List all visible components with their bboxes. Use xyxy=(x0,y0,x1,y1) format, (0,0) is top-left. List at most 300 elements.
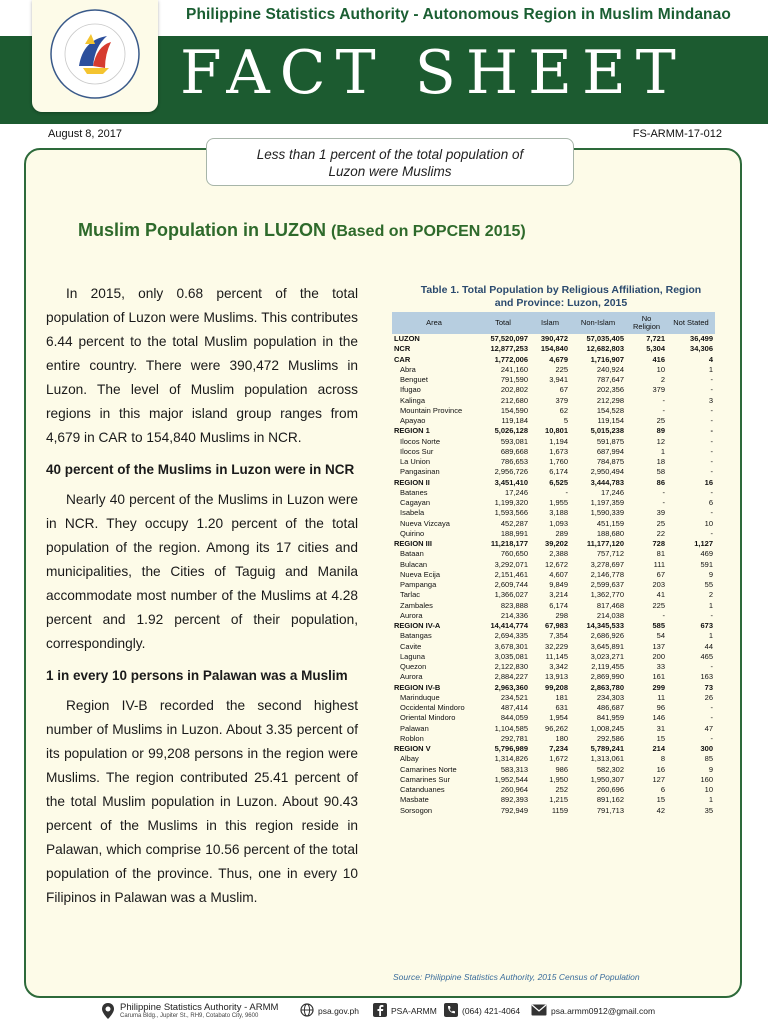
cell-total: 593,081 xyxy=(500,436,528,446)
cell-area: Aurora xyxy=(400,672,423,682)
table-row-province xyxy=(392,508,715,518)
cell-not-stated: 4 xyxy=(708,354,713,364)
logo xyxy=(32,0,158,112)
cell-not-stated: 73 xyxy=(704,682,713,692)
cell-area: Sorsogon xyxy=(400,805,433,815)
cell-total: 792,949 xyxy=(500,805,528,815)
cell-islam: 6,525 xyxy=(549,477,568,487)
table-row-province xyxy=(392,365,715,375)
cell-islam: - xyxy=(565,487,568,497)
cell-area: Ilocos Sur xyxy=(400,446,434,456)
cell-non-islam: 119,154 xyxy=(597,416,624,426)
footer-phone: (064) 421-4064 xyxy=(462,1006,521,1016)
cell-total: 1,593,566 xyxy=(494,508,528,518)
cell-not-stated: 1,127 xyxy=(694,539,713,549)
table-row-region xyxy=(392,478,715,488)
cell-total: 583,313 xyxy=(500,764,528,774)
cell-not-stated: - xyxy=(710,713,713,723)
table-row-province xyxy=(392,416,715,426)
cell-no-religion: 96 xyxy=(656,703,665,713)
cell-no-religion: 379 xyxy=(652,385,665,395)
cell-islam: 12,672 xyxy=(545,559,568,569)
cell-non-islam: 791,713 xyxy=(596,805,624,815)
cell-islam: 1,215 xyxy=(549,795,568,805)
cell-area: Tarlac xyxy=(400,590,421,600)
cell-no-religion: 200 xyxy=(652,651,665,661)
cell-no-religion: 31 xyxy=(656,723,665,733)
table-title-line-2: and Province: Luzon, 2015 xyxy=(494,297,628,309)
cell-no-religion: 728 xyxy=(652,539,665,549)
cell-total: 452,287 xyxy=(500,518,528,528)
cell-islam: 631 xyxy=(555,703,568,713)
phone-icon xyxy=(444,1003,458,1017)
cell-non-islam: 2,950,494 xyxy=(590,467,624,477)
cell-no-religion: 33 xyxy=(656,662,665,672)
cell-total: 487,414 xyxy=(500,703,528,713)
cell-no-religion: 12 xyxy=(656,436,665,446)
cell-not-stated: 1 xyxy=(708,364,713,374)
cell-islam: 154,840 xyxy=(540,344,568,354)
cell-no-religion: 25 xyxy=(656,518,665,528)
cell-non-islam: 1,716,907 xyxy=(590,354,624,364)
location-pin-icon xyxy=(100,1002,116,1020)
cell-not-stated: 300 xyxy=(700,744,713,754)
cell-non-islam: 154,528 xyxy=(596,405,624,415)
cell-total: 3,292,071 xyxy=(494,559,528,569)
cell-not-stated: 465 xyxy=(700,651,713,661)
col-header-total: Total xyxy=(476,312,530,334)
cell-no-religion: 137 xyxy=(652,641,665,651)
cell-not-stated: - xyxy=(710,662,713,672)
cell-area: Aurora xyxy=(400,610,423,620)
cell-non-islam: 202,356 xyxy=(596,385,624,395)
cell-total: 2,884,227 xyxy=(494,672,528,682)
cell-area: La Union xyxy=(400,457,431,467)
cell-area: Bulacan xyxy=(400,559,428,569)
cell-area: Quirino xyxy=(400,528,425,538)
cell-no-religion: - xyxy=(662,610,665,620)
cell-total: 3,451,410 xyxy=(494,477,528,487)
cell-total: 1,314,826 xyxy=(494,754,528,764)
cell-not-stated: 55 xyxy=(704,580,713,590)
cell-non-islam: 188,680 xyxy=(596,528,624,538)
cell-islam: 99,208 xyxy=(545,682,568,692)
headline-main: Muslim Population in LUZON xyxy=(78,220,326,240)
cell-not-stated: - xyxy=(710,610,713,620)
table-row-region xyxy=(392,344,715,354)
cell-no-religion: 146 xyxy=(652,713,665,723)
cell-no-religion: 15 xyxy=(656,733,665,743)
cell-area: Nueva Ecija xyxy=(400,569,441,579)
cell-not-stated: - xyxy=(710,528,713,538)
table-row-province xyxy=(392,775,715,785)
table-row-province xyxy=(392,406,715,416)
cell-not-stated: - xyxy=(710,457,713,467)
cell-not-stated: - xyxy=(710,467,713,477)
cell-non-islam: 234,303 xyxy=(596,692,624,702)
cell-total: 2,956,726 xyxy=(494,467,528,477)
cell-area: Isabela xyxy=(400,508,425,518)
cell-non-islam: 3,645,891 xyxy=(590,641,624,651)
cell-not-stated: 2 xyxy=(708,590,713,600)
cell-not-stated: - xyxy=(710,703,713,713)
cell-no-religion: 67 xyxy=(656,569,665,579)
cell-islam: 4,607 xyxy=(549,569,568,579)
cell-area: Quezon xyxy=(400,662,427,672)
cell-no-religion: 225 xyxy=(652,600,665,610)
cell-total: 292,781 xyxy=(500,733,528,743)
cell-area: Ilocos Norte xyxy=(400,436,441,446)
cell-total: 760,650 xyxy=(500,549,528,559)
cell-total: 234,521 xyxy=(500,692,528,702)
cell-non-islam: 3,023,271 xyxy=(590,651,624,661)
cell-total: 844,059 xyxy=(500,713,528,723)
table-row-province xyxy=(392,519,715,529)
cell-non-islam: 784,875 xyxy=(596,457,624,467)
cell-not-stated: 591 xyxy=(700,559,713,569)
table-header-row xyxy=(392,312,715,334)
table-row-province xyxy=(392,662,715,672)
cell-non-islam: 212,298 xyxy=(596,395,624,405)
cell-non-islam: 12,682,803 xyxy=(586,344,624,354)
cell-area: REGION 1 xyxy=(394,426,430,436)
page-title xyxy=(78,220,526,241)
cell-not-stated: 47 xyxy=(704,723,713,733)
cell-not-stated: 26 xyxy=(704,692,713,702)
cell-area: REGION IV-A xyxy=(394,621,441,631)
cell-area: Kalinga xyxy=(400,395,426,405)
cell-islam: 6,174 xyxy=(549,600,568,610)
fact-sheet-code: FS-ARMM-17-012 xyxy=(632,128,722,140)
cell-islam: 1,954 xyxy=(549,713,568,723)
table-row-region xyxy=(392,744,715,754)
col-header-non-islam: Non-Islam xyxy=(570,312,626,334)
cell-not-stated: 1 xyxy=(708,795,713,805)
cell-total: 791,590 xyxy=(500,375,528,385)
cell-not-stated: 16 xyxy=(704,477,713,487)
cell-non-islam: 486,687 xyxy=(596,703,624,713)
cell-non-islam: 240,924 xyxy=(596,364,624,374)
cell-area: Nueva Vizcaya xyxy=(400,518,450,528)
cell-non-islam: 1,950,307 xyxy=(590,774,624,784)
cell-total: 1,199,320 xyxy=(494,498,528,508)
cell-non-islam: 14,345,533 xyxy=(586,621,624,631)
cell-total: 188,991 xyxy=(500,528,528,538)
cell-no-religion: 299 xyxy=(652,682,665,692)
cell-area: Benguet xyxy=(400,375,428,385)
cell-area: NCR xyxy=(394,344,411,354)
cell-islam: 62 xyxy=(559,405,568,415)
table-row-province xyxy=(392,467,715,477)
table-row-region xyxy=(392,539,715,549)
paragraph-intro: In 2015, only 0.68 percent of the total population of Luzon were Muslims. This contributes 6.44 percent to the total Muslim population in the entire country. There were 390,472 Muslims in Luzon. The level of Muslim population across regions in this major island group ranges from 4,679 in CAR to 154,840 Muslims in NCR. xyxy=(46,286,358,445)
cell-total: 2,122,830 xyxy=(494,662,528,672)
cell-total: 214,336 xyxy=(500,610,528,620)
cell-islam: 298 xyxy=(555,610,568,620)
cell-area: Masbate xyxy=(400,795,429,805)
cell-islam: 1,673 xyxy=(549,446,568,456)
table-row-province xyxy=(392,601,715,611)
footer-website[interactable]: psa.gov.ph xyxy=(318,1006,359,1016)
table-row-region xyxy=(392,621,715,631)
cell-islam: 1,672 xyxy=(549,754,568,764)
cell-no-religion: 58 xyxy=(656,467,665,477)
cell-no-religion: 127 xyxy=(652,774,665,784)
table-row-province xyxy=(392,580,715,590)
cell-islam: 11,145 xyxy=(545,651,568,661)
cell-area: Zambales xyxy=(400,600,433,610)
cell-islam: 252 xyxy=(555,785,568,795)
table-row-province xyxy=(392,447,715,457)
article-body xyxy=(46,282,358,910)
table-row-province xyxy=(392,560,715,570)
cell-islam: 2,388 xyxy=(549,549,568,559)
cell-non-islam: 2,146,778 xyxy=(590,569,624,579)
cell-not-stated: 163 xyxy=(700,672,713,682)
cell-not-stated: 34,306 xyxy=(690,344,713,354)
cell-area: Marinduque xyxy=(400,692,440,702)
table-row-province xyxy=(392,457,715,467)
cell-area: Oriental Mindoro xyxy=(400,713,456,723)
cell-no-religion: 585 xyxy=(652,621,665,631)
cell-islam: 67,983 xyxy=(545,621,568,631)
cell-area: Abra xyxy=(400,364,416,374)
cell-islam: 9,849 xyxy=(549,580,568,590)
issue-date: August 8, 2017 xyxy=(48,128,123,140)
col-header-no-religion: No Religion xyxy=(626,312,667,334)
cell-not-stated: - xyxy=(710,405,713,415)
cell-no-religion: 5,304 xyxy=(646,344,665,354)
table-row-province xyxy=(392,396,715,406)
cell-no-religion: 214 xyxy=(652,744,665,754)
table-row-province xyxy=(392,642,715,652)
cell-no-religion: 6 xyxy=(660,785,665,795)
cell-non-islam: 787,647 xyxy=(596,375,624,385)
org-title: Philippine Statistics Authority - Autonomous Region in Muslim Mindanao xyxy=(186,6,731,23)
table-row-province xyxy=(392,754,715,764)
cell-islam: 1,955 xyxy=(549,498,568,508)
cell-not-stated: - xyxy=(710,508,713,518)
table-row-province xyxy=(392,375,715,385)
cell-total: 14,414,774 xyxy=(490,621,528,631)
cell-no-religion: 11 xyxy=(657,692,665,702)
cell-islam: 7,354 xyxy=(549,631,568,641)
cell-islam: 1,760 xyxy=(549,457,568,467)
cell-no-religion: 111 xyxy=(653,559,665,569)
cell-not-stated: 160 xyxy=(700,774,713,784)
cell-non-islam: 2,686,926 xyxy=(590,631,624,641)
cell-total: 892,393 xyxy=(500,795,528,805)
cell-not-stated: 9 xyxy=(708,764,713,774)
footer-email[interactable]: psa.armm0912@gmail.com xyxy=(551,1006,656,1016)
cell-area: Camarines Sur xyxy=(400,774,451,784)
cell-area: Apayao xyxy=(400,416,426,426)
cell-area: Batanes xyxy=(400,487,428,497)
table-source: Source: Philippine Statistics Authority, 2015 Census of Population xyxy=(393,972,640,982)
cell-islam: 7,234 xyxy=(549,744,568,754)
table-row-province xyxy=(392,549,715,559)
cell-no-religion: - xyxy=(662,498,665,508)
cell-no-religion: 2 xyxy=(660,375,665,385)
cell-islam: 6,174 xyxy=(549,467,568,477)
table-row-province xyxy=(392,631,715,641)
cell-area: Catanduanes xyxy=(400,785,445,795)
cell-total: 2,151,461 xyxy=(494,569,528,579)
cell-no-religion: 22 xyxy=(656,528,665,538)
cell-total: 1,772,006 xyxy=(494,354,528,364)
cell-not-stated: - xyxy=(710,733,713,743)
cell-no-religion: 81 xyxy=(656,549,665,559)
cell-area: Cagayan xyxy=(400,498,431,508)
table-row-province xyxy=(392,795,715,805)
footer-address: Caruma Bldg., Jupiter St., RH9, Cotabato City, 9600 xyxy=(120,1013,259,1019)
cell-total: 2,609,744 xyxy=(494,580,528,590)
cell-area: REGION IV-B xyxy=(394,682,441,692)
cell-total: 260,964 xyxy=(500,785,528,795)
cell-total: 57,520,097 xyxy=(490,334,528,344)
cell-non-islam: 2,863,780 xyxy=(590,682,624,692)
cell-area: Palawan xyxy=(400,723,429,733)
cell-islam: 96,262 xyxy=(545,723,568,733)
table-title xyxy=(388,284,734,310)
table-row-province xyxy=(392,713,715,723)
cell-total: 11,218,177 xyxy=(490,539,528,549)
population-table xyxy=(392,312,715,816)
table-row-province xyxy=(392,570,715,580)
cell-non-islam: 17,246 xyxy=(601,487,624,497)
callout-line-1: Less than 1 percent of the total population of xyxy=(256,147,524,162)
cell-islam: 1,950 xyxy=(549,774,568,784)
cell-not-stated: 35 xyxy=(704,805,713,815)
cell-islam: 289 xyxy=(555,528,568,538)
table-row-region xyxy=(392,683,715,693)
cell-total: 202,802 xyxy=(500,385,528,395)
subheading-ncr: 40 percent of the Muslims in Luzon were in NCR xyxy=(46,462,355,477)
cell-total: 5,026,128 xyxy=(494,426,528,436)
cell-no-religion: 10 xyxy=(656,364,665,374)
cell-not-stated: 9 xyxy=(708,569,713,579)
cell-total: 154,590 xyxy=(500,405,528,415)
table-title-line-1: Table 1. Total Population by Religious Affiliation, Region xyxy=(420,284,702,296)
psa-logo-icon xyxy=(45,4,145,104)
cell-total: 241,160 xyxy=(500,364,528,374)
cell-total: 3,678,301 xyxy=(494,641,528,651)
cell-non-islam: 687,994 xyxy=(596,446,624,456)
cell-no-religion: 42 xyxy=(656,805,665,815)
cell-not-stated: 10 xyxy=(704,785,713,795)
cell-islam: 67 xyxy=(559,385,568,395)
cell-area: Ifugao xyxy=(400,385,421,395)
table-row-province xyxy=(392,724,715,734)
cell-no-religion: 25 xyxy=(656,416,665,426)
cell-total: 5,796,989 xyxy=(494,744,528,754)
footer-facebook[interactable]: PSA-ARMM xyxy=(391,1006,437,1016)
cell-non-islam: 2,869,990 xyxy=(590,672,624,682)
table-row-province xyxy=(392,652,715,662)
cell-area: Pangasinan xyxy=(400,467,440,477)
cell-islam: 986 xyxy=(555,764,568,774)
cell-no-religion: 39 xyxy=(656,508,665,518)
cell-no-religion: - xyxy=(662,405,665,415)
cell-no-religion: - xyxy=(662,395,665,405)
cell-area: Albay xyxy=(400,754,419,764)
table-row-province xyxy=(392,611,715,621)
cell-islam: 1,093 xyxy=(549,518,568,528)
table-row-province xyxy=(392,806,715,816)
cell-no-religion: - xyxy=(662,487,665,497)
table-row-province xyxy=(392,672,715,682)
cell-total: 12,877,253 xyxy=(490,344,528,354)
cell-area: REGION II xyxy=(394,477,430,487)
cell-non-islam: 11,177,120 xyxy=(586,539,624,549)
cell-not-stated: 36,499 xyxy=(690,334,713,344)
key-finding-callout xyxy=(206,138,574,186)
cell-not-stated: 44 xyxy=(704,641,713,651)
cell-area: Pampanga xyxy=(400,580,437,590)
cell-area: REGION III xyxy=(394,539,432,549)
cell-area: Roblon xyxy=(400,733,424,743)
cell-total: 1,366,027 xyxy=(494,590,528,600)
cell-total: 786,653 xyxy=(500,457,528,467)
cell-area: CAR xyxy=(394,354,411,364)
cell-non-islam: 5,015,238 xyxy=(590,426,624,436)
cell-islam: 180 xyxy=(555,733,568,743)
cell-non-islam: 214,038 xyxy=(596,610,624,620)
cell-no-religion: 1 xyxy=(660,446,665,456)
cell-no-religion: 203 xyxy=(652,580,665,590)
table-row-province xyxy=(392,437,715,447)
cell-area: Mountain Province xyxy=(400,405,463,415)
table-row-region xyxy=(392,355,715,365)
cell-islam: 3,342 xyxy=(549,662,568,672)
paragraph-ncr: Nearly 40 percent of the Muslims in Luzon were in NCR. They occupy 1.20 percent of the total population of the region. Among its 17 cities and municipalities, the Cities of Taguig and Manila accommodate most number of the Muslims at 4.28 percent and 1.92 percent of their population, correspondingly. xyxy=(46,492,358,651)
cell-area: LUZON xyxy=(394,334,420,344)
cell-not-stated: - xyxy=(710,375,713,385)
table-row-province xyxy=(392,529,715,539)
cell-islam: 13,913 xyxy=(545,672,568,682)
cell-islam: 1,194 xyxy=(549,436,568,446)
cell-non-islam: 451,159 xyxy=(596,518,624,528)
cell-not-stated: 469 xyxy=(700,549,713,559)
cell-no-religion: 15 xyxy=(656,795,665,805)
cell-area: Batangas xyxy=(400,631,432,641)
cell-not-stated: - xyxy=(710,487,713,497)
cell-total: 119,184 xyxy=(501,416,528,426)
col-header-area: Area xyxy=(392,312,476,334)
table-row-province xyxy=(392,590,715,600)
cell-non-islam: 5,789,241 xyxy=(590,744,624,754)
cell-total: 2,694,335 xyxy=(494,631,528,641)
cell-islam: 32,229 xyxy=(545,641,568,651)
table-row-province xyxy=(392,734,715,744)
cell-islam: 3,214 xyxy=(549,590,568,600)
cell-total: 17,246 xyxy=(505,487,528,497)
cell-no-religion: 8 xyxy=(660,754,665,764)
cell-no-religion: 416 xyxy=(652,354,665,364)
facebook-icon xyxy=(373,1003,387,1017)
cell-not-stated: 85 xyxy=(704,754,713,764)
table-row-province xyxy=(392,693,715,703)
table-row-province xyxy=(392,785,715,795)
cell-area: Cavite xyxy=(400,641,422,651)
cell-not-stated: 10 xyxy=(704,518,713,528)
cell-area: Occidental Mindoro xyxy=(400,703,465,713)
cell-non-islam: 817,468 xyxy=(596,600,624,610)
subheading-palawan: 1 in every 10 persons in Palawan was a Muslim xyxy=(46,668,348,683)
cell-islam: 4,679 xyxy=(549,354,568,364)
cell-no-religion: 16 xyxy=(656,764,665,774)
paragraph-palawan: Region IV-B recorded the second highest number of Muslims in Luzon. About 3.35 percent of its population or 99,208 persons in the region were Muslims. The region contributed 25.41 percent of the total Muslim population in Luzon. About 90.43 percent of the Muslims in this region reside in Palawan, which comprise 10.56 percent of the total population of the province. Thus, one in every 10 Filipinos in Palawan was a Muslim. xyxy=(46,698,358,905)
